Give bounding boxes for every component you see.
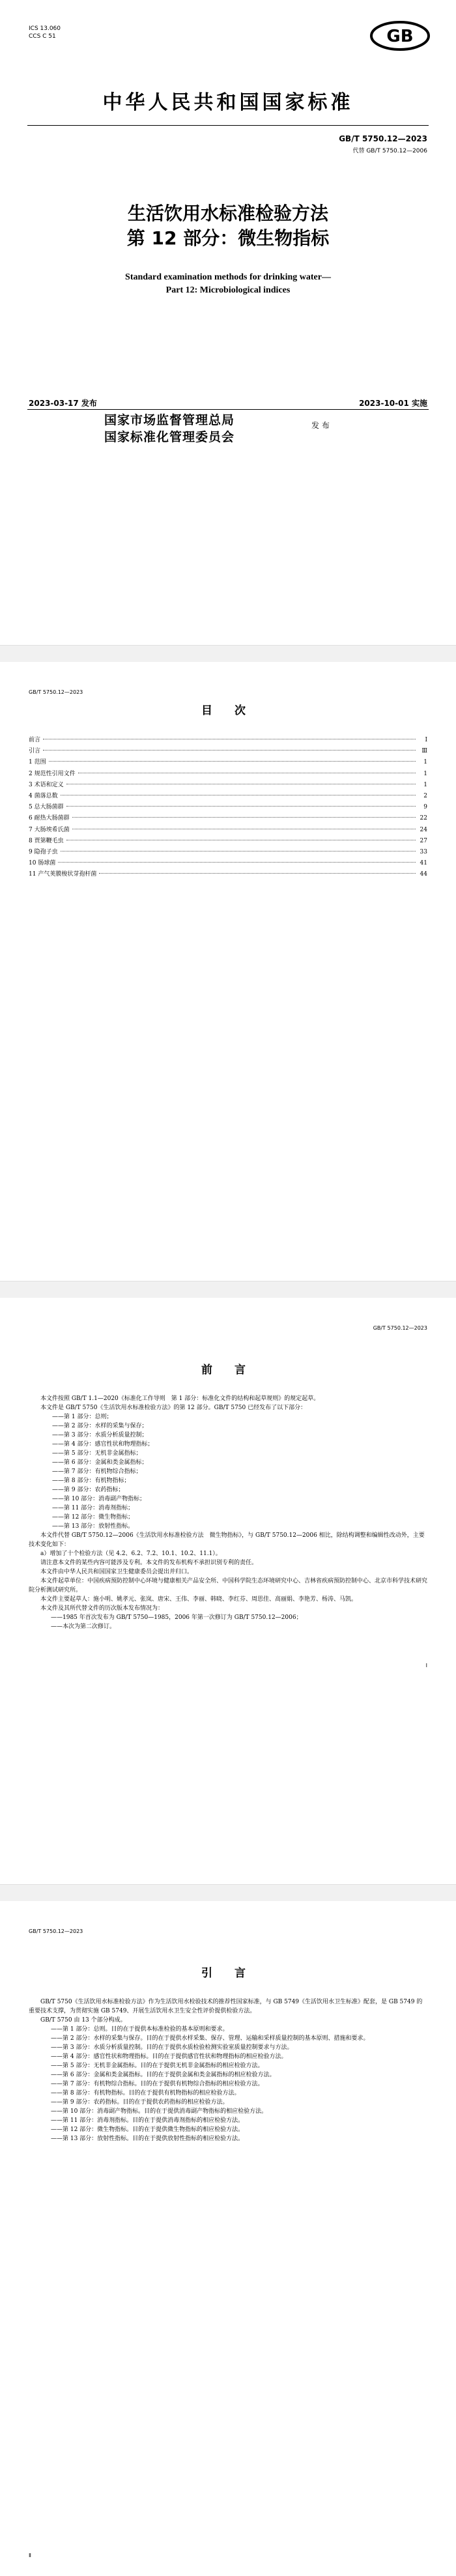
toc-entry-title: 6 耐热大肠菌群 bbox=[29, 815, 70, 822]
ics-code: ICS 13.060 bbox=[29, 25, 61, 32]
toc-entry-page: 22 bbox=[420, 815, 427, 822]
toc-entry-title: 1 范围 bbox=[29, 759, 46, 766]
foreword-body bbox=[29, 1394, 427, 1631]
implement-date: 2023-10-01 实施 bbox=[359, 399, 427, 408]
list-item: ——第 5 部分：无机非金属指标； bbox=[52, 1450, 142, 1457]
toc-entry-title: 10 肠球菌 bbox=[29, 860, 56, 867]
toc-entry[interactable] bbox=[29, 769, 427, 780]
toc-entry-page: 1 bbox=[423, 759, 427, 766]
list-item: ——第 2 部分：水样的采集与保存。目的在于提供水样采集、保存、管理、运输和采样质量控制的基本原则、措施和要求。 bbox=[51, 2035, 369, 2042]
page-number: Ⅱ bbox=[29, 2553, 31, 2558]
introduction-title: 引 言 bbox=[201, 1967, 255, 1980]
list-item: a）增加了十个检验方法（见 4.2、6.2、7.2、10.1、10.2、11.1）。 bbox=[40, 1551, 221, 1557]
issuer-sac: 国家标准化管理委员会 bbox=[104, 430, 235, 444]
english-title-line-1: Standard examination methods for drinking water— bbox=[125, 272, 331, 282]
date-rule bbox=[27, 409, 429, 410]
list-item: ——第 12 部分：微生物指标。目的在于提供微生物指标的相应检验方法。 bbox=[51, 2126, 244, 2133]
page-separator bbox=[0, 1884, 456, 1902]
toc-entry[interactable] bbox=[29, 802, 427, 813]
foreword-page bbox=[0, 1298, 456, 1884]
toc-entry[interactable] bbox=[29, 780, 427, 791]
list-item: ——第 2 部分：水样的采集与保存； bbox=[52, 1423, 148, 1429]
paragraph: 本文件按照 GB/T 1.1—2020《标准化工作导则 第 1 部分：标准化文件的结构和起草规则》的规定起草。 bbox=[40, 1395, 320, 1402]
list-item: ——第 9 部分：农药指标。目的在于提供农药指标的相应检验方法。 bbox=[51, 2099, 229, 2106]
paragraph: GB/T 5750《生活饮用水标准检验方法》作为生活饮用水检验技术的推荐性国家标准，与 GB 5749《生活饮用水卫生标准》配套，是 GB 5749 的重要技术支撑，为贯彻实施 GB 5749、开展生活饮用水卫生安全性评价提供检验方法。 bbox=[29, 1999, 423, 2014]
toc-entry-page: 41 bbox=[420, 860, 427, 867]
toc-leader bbox=[43, 750, 416, 751]
toc-entry-page: 27 bbox=[420, 837, 427, 844]
list-item: ——第 4 部分：感官性状和物理指标。目的在于提供感官性状和物理指标的相应检验方法。 bbox=[51, 2054, 287, 2060]
list-item: ——第 13 部分：放射性指标。目的在于提供放射性指标的相应检验方法。 bbox=[51, 2136, 244, 2142]
toc-entry-page: 44 bbox=[420, 871, 427, 878]
toc-title: 目 次 bbox=[201, 704, 255, 717]
replaces-note: 代替 GB/T 5750.12—2006 bbox=[352, 148, 427, 154]
gb-logo-icon bbox=[370, 21, 430, 51]
chinese-title-line-1: 生活饮用水标准检验方法 bbox=[127, 203, 328, 224]
list-item: ——第 5 部分：无机非金属指标。目的在于提供无机非金属指标的相应检验方法。 bbox=[51, 2063, 264, 2069]
english-title-line-2: Part 12: Microbiological indices bbox=[165, 285, 291, 295]
classification-codes bbox=[29, 25, 61, 40]
toc-entry-title: 5 总大肠菌群 bbox=[29, 804, 64, 811]
list-item: ——第 3 部分：水质分析质量控制； bbox=[52, 1432, 148, 1438]
introduction-page bbox=[0, 1901, 456, 2576]
toc-entry[interactable] bbox=[29, 813, 427, 824]
toc-entry-title: 11 产气荚膜梭状芽孢杆菌 bbox=[29, 871, 97, 878]
toc-entry[interactable] bbox=[29, 869, 427, 880]
page-separator bbox=[0, 645, 456, 663]
toc-entry[interactable] bbox=[29, 836, 427, 847]
toc-leader bbox=[99, 873, 416, 874]
publish-date: 2023-03-17 发布 bbox=[29, 399, 97, 408]
introduction-body bbox=[29, 1997, 427, 2143]
list-item: ——1985 年首次发布为 GB/T 5750—1985，2006 年第一次修订为 GB/T 5750.12—2006； bbox=[51, 1614, 302, 1621]
page-header: GB/T 5750.12—2023 bbox=[29, 689, 83, 695]
list-item: ——第 7 部分：有机物综合指标。目的在于提供有机物综合指标的相应检验方法。 bbox=[51, 2081, 264, 2087]
list-item: ——第 8 部分：有机物指标。目的在于提供有机物指标的相应检验方法。 bbox=[51, 2090, 240, 2097]
toc-entry-page: 2 bbox=[423, 792, 427, 799]
list-item: ——第 11 部分：消毒剂指标； bbox=[52, 1505, 134, 1511]
list-item: ——第 13 部分：放射性指标。 bbox=[52, 1523, 134, 1530]
toc-entry-page: Ⅰ bbox=[425, 737, 427, 743]
toc-entry[interactable] bbox=[29, 735, 427, 746]
toc-entry-title: 8 贾第鞭毛虫 bbox=[29, 837, 64, 844]
toc-entry-page: 24 bbox=[420, 826, 427, 833]
toc-entry[interactable] bbox=[29, 791, 427, 802]
toc-page bbox=[0, 662, 456, 1281]
logo-text: GB bbox=[386, 27, 414, 46]
issuer-samr: 国家市场监督管理总局 bbox=[104, 413, 235, 427]
toc-entry-title: 前言 bbox=[29, 737, 41, 743]
list-item: ——第 11 部分：消毒剂指标。目的在于提供消毒剂指标的相应检验方法。 bbox=[51, 2117, 244, 2124]
issued-label: 发 布 bbox=[311, 421, 330, 430]
toc-entry-page: 9 bbox=[423, 804, 427, 811]
page-number: Ⅰ bbox=[425, 1663, 427, 1668]
list-item: ——第 7 部分：有机物综合指标； bbox=[52, 1468, 142, 1475]
header-rule bbox=[27, 125, 429, 126]
toc-entry-title: 3 术语和定义 bbox=[29, 781, 64, 788]
list-item: ——第 6 部分：金属和类金属指标； bbox=[52, 1459, 148, 1466]
date-row bbox=[29, 397, 427, 408]
toc-entry[interactable] bbox=[29, 746, 427, 757]
toc-entry[interactable] bbox=[29, 858, 427, 869]
standard-number: GB/T 5750.12—2023 bbox=[339, 134, 427, 143]
page-separator bbox=[0, 1281, 456, 1299]
toc-entry-title: 4 菌落总数 bbox=[29, 792, 58, 799]
toc-entry-title: 7 大肠埃希氏菌 bbox=[29, 826, 70, 833]
list-item: ——第 8 部分：有机物指标； bbox=[52, 1478, 130, 1484]
list-item: ——第 10 部分：消毒副产物指标； bbox=[52, 1496, 146, 1502]
toc-entry-page: 33 bbox=[420, 848, 427, 855]
toc-list bbox=[29, 735, 427, 880]
paragraph: 本文件由中华人民共和国国家卫生健康委员会提出并归口。 bbox=[40, 1569, 193, 1575]
list-item: ——第 6 部分：金属和类金属指标。目的在于提供金属和类金属指标的相应检验方法。 bbox=[51, 2072, 276, 2078]
paragraph: 本文件及其所代替文件的历次版本发布情况为： bbox=[40, 1605, 164, 1612]
list-item: ——本次为第二次修订。 bbox=[51, 1624, 116, 1630]
toc-leader bbox=[72, 817, 416, 818]
list-item: ——第 3 部分：水质分析质量控制。目的在于提供水质检验检测实验室质量控制要求与方法。 bbox=[51, 2044, 293, 2051]
toc-entry[interactable] bbox=[29, 825, 427, 836]
cover-page bbox=[0, 0, 456, 645]
toc-leader bbox=[58, 862, 416, 863]
list-item: ——第 9 部分：农药指标； bbox=[52, 1487, 124, 1493]
paragraph: 请注意本文件的某些内容可能涉及专利。本文件的发布机构不承担识别专利的责任。 bbox=[40, 1560, 258, 1566]
list-item: ——第 10 部分：消毒副产物指标。目的在于提供消毒副产物指标的相应检验方法。 bbox=[51, 2108, 268, 2115]
toc-entry-title: 9 隐孢子虫 bbox=[29, 848, 58, 855]
paragraph: 本文件是 GB/T 5750《生活饮用水标准检验方法》的第 12 部分。GB/T 5750 已经发布了以下部分： bbox=[40, 1405, 307, 1411]
foreword-title: 前 言 bbox=[201, 1364, 255, 1377]
paragraph: 本文件代替 GB/T 5750.12—2006《生活饮用水标准检验方法 微生物指标》，与 GB/T 5750.12—2006 相比，除结构调整和编辑性改动外，主要技术变化如下： bbox=[29, 1532, 425, 1548]
toc-entry-title: 2 规范性引用文件 bbox=[29, 770, 76, 777]
page-header: GB/T 5750.12—2023 bbox=[373, 1325, 427, 1331]
toc-leader bbox=[66, 806, 416, 807]
list-item: ——第 12 部分：微生物指标； bbox=[52, 1514, 134, 1521]
toc-entry[interactable] bbox=[29, 847, 427, 858]
toc-entry-page: 1 bbox=[423, 770, 427, 777]
list-item: ——第 1 部分：总则； bbox=[52, 1414, 113, 1420]
national-standard-title: 中华人民共和国国家标准 bbox=[102, 91, 354, 114]
toc-entry[interactable] bbox=[29, 757, 427, 768]
toc-leader bbox=[49, 761, 416, 762]
paragraph: GB/T 5750 由 13 个部分构成。 bbox=[40, 2017, 126, 2024]
toc-entry-page: Ⅲ bbox=[421, 748, 427, 755]
paragraph: 本文件起草单位：中国疾病预防控制中心环境与健康相关产品安全所、中国科学院生态环境研究中心、吉林省疾病预防控制中心、北京市科学技术研究院分析测试研究所。 bbox=[29, 1578, 428, 1594]
toc-leader bbox=[61, 851, 416, 852]
toc-entry-title: 引言 bbox=[29, 748, 41, 755]
page-header: GB/T 5750.12—2023 bbox=[29, 1928, 83, 1934]
ccs-code: CCS C 51 bbox=[29, 33, 56, 40]
toc-entry-page: 1 bbox=[423, 781, 427, 788]
paragraph: 本文件主要起草人：施小明、姚孝元、张岚、唐宋、王伟、李丽、韩晓、李红芬、周思佳、高丽娟、李艳芳、杨涛、马凯。 bbox=[40, 1596, 358, 1603]
list-item: ——第 1 部分：总则。目的在于提供本标准检验的基本原则和要求。 bbox=[51, 2026, 229, 2033]
chinese-title-line-2: 第 12 部分：微生物指标 bbox=[126, 227, 330, 249]
list-item: ——第 4 部分：感官性状和物理指标； bbox=[52, 1441, 154, 1448]
